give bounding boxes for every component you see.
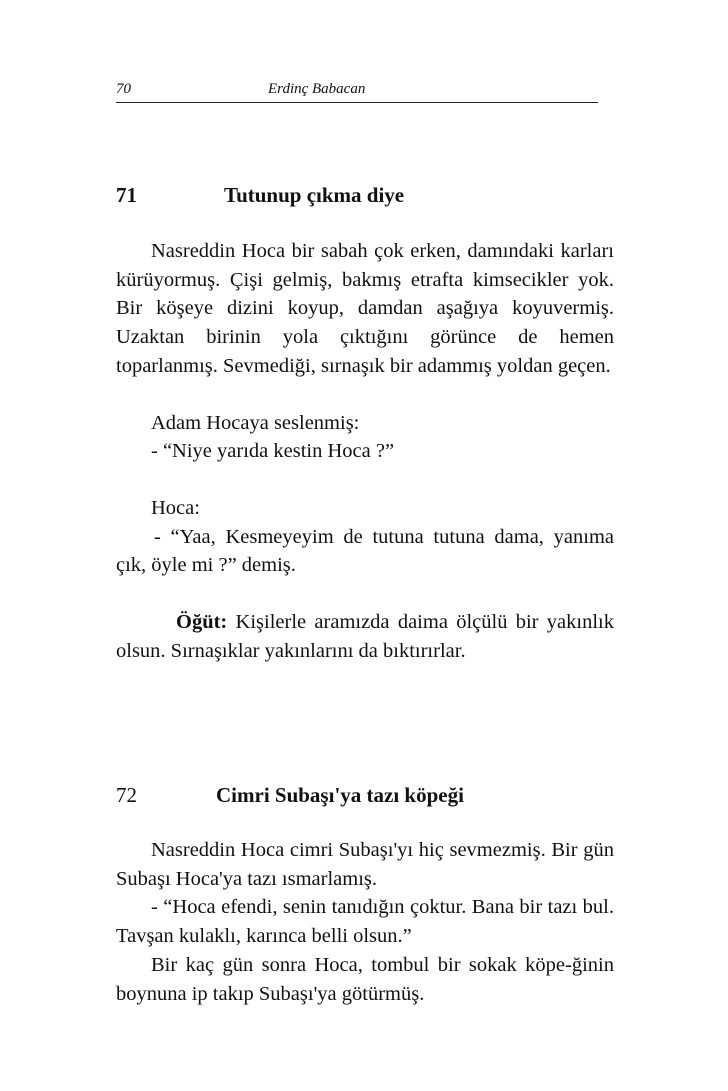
story-title: Tutunup çıkma diye xyxy=(224,183,405,207)
story-paragraph: Bir kaç gün sonra Hoca, tombul bir sokak köpe-ğinin boynuna ip takıp Subaşı'ya götürmüş. xyxy=(116,953,614,1005)
story-number: 72 xyxy=(116,783,137,807)
dialogue-line: - “Niye yarıda kestin Hoca ?” xyxy=(151,440,395,463)
running-header xyxy=(116,80,598,103)
dialogue-line: Hoca: xyxy=(151,496,200,519)
story-71 xyxy=(116,183,614,665)
page-number: 70 xyxy=(116,81,131,97)
story-paragraph: - “Hoca efendi, senin tanıdığın çoktur. Bana bir tazı bul. Tavşan kulaklı, karınca belli olsun.” xyxy=(116,896,614,948)
moral-text: Kişilerle aramızda daima ölçülü bir yakınlık olsun. Sırnaşıklar yakınlarını da bıktırırlar. xyxy=(116,611,614,662)
dialogue-line: Adam Hocaya seslenmiş: xyxy=(151,411,360,434)
story-title: Cimri Subaşı'ya tazı köpeği xyxy=(216,783,464,807)
story-paragraph: Nasreddin Hoca cimri Subaşı'yı hiç sevmezmiş. Bir gün Subaşı Hoca'ya tazı ısmarlamış. xyxy=(116,839,614,890)
story-72 xyxy=(116,783,614,1008)
dialogue-line: - “Yaa, Kesmeyeyim de tutuna tutuna dama, yanıma çık, öyle mi ?” demiş. xyxy=(116,525,614,577)
moral-paragraph xyxy=(116,608,614,665)
story-heading xyxy=(116,183,614,213)
story-heading xyxy=(116,783,614,813)
moral-label: Öğüt: xyxy=(176,611,228,634)
story-number: 71 xyxy=(116,183,137,207)
story-paragraph: Nasreddin Hoca bir sabah çok erken, damındaki karları kürüyormuş. Çişi gelmiş, bakmış etrafta kimsecikler yok. Bir köşeye dizini koyup, damdan aşağıya koyuvermiş. Uzaktan birinin yola çıktığını görünce de hemen toparlanmış. Sevmediği, sırnaşık bir adammış yoldan geçen. xyxy=(116,240,614,377)
author-name: Erdinç Babacan xyxy=(268,81,366,97)
